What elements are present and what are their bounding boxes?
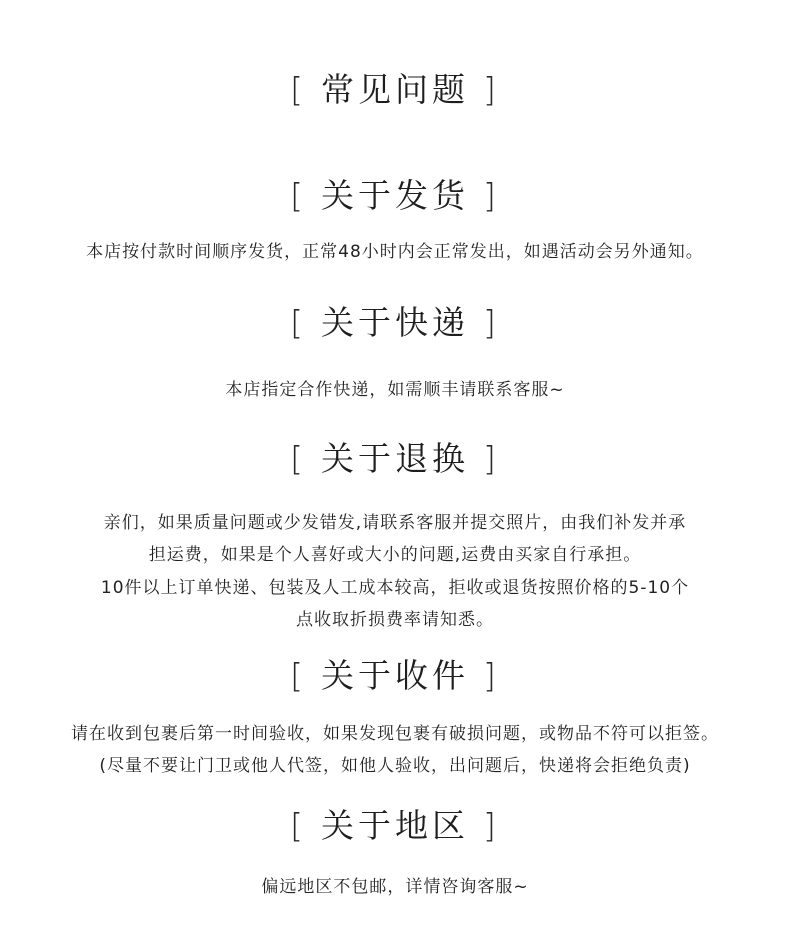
bracket-close: ] xyxy=(483,439,500,478)
section-heading-returns xyxy=(0,439,790,479)
receiving-text-line: (尽量不要让门卫或他人代签，如他人验收，出问题后，快递将会拒绝负责) xyxy=(99,756,691,776)
bracket-open: [ xyxy=(290,176,307,215)
section-heading-text: 关于地区 xyxy=(321,806,469,845)
returns-text-line: 点收取折损费率请知悉。 xyxy=(296,610,494,630)
returns-text-line: 10件以上订单快递、包装及人工成本较高，拒收或退货按照价格的5-10个 xyxy=(100,578,690,598)
bracket-close: ] xyxy=(483,70,500,109)
section-heading-courier xyxy=(0,303,790,343)
bracket-open: [ xyxy=(290,656,307,695)
section-heading-region xyxy=(0,806,790,846)
bracket-open: [ xyxy=(290,303,307,342)
page-title xyxy=(0,70,790,110)
section-heading-text: 关于退换 xyxy=(321,439,469,478)
section-heading-text: 关于快递 xyxy=(321,303,469,342)
returns-text-line: 亲们，如果质量问题或少发错发,请联系客服并提交照片，由我们补发并承 xyxy=(103,513,687,533)
bracket-close: ] xyxy=(483,656,500,695)
bracket-close: ] xyxy=(483,176,500,215)
section-heading-text: 关于收件 xyxy=(321,656,469,695)
courier-text-line: 本店指定合作快递，如需顺丰请联系客服~ xyxy=(225,380,565,400)
region-text-line: 偏远地区不包邮，详情咨询客服~ xyxy=(261,877,529,897)
page-title-text: 常见问题 xyxy=(321,70,469,109)
bracket-open: [ xyxy=(290,439,307,478)
bracket-open: [ xyxy=(290,70,307,109)
section-heading-text: 关于发货 xyxy=(321,176,469,215)
section-heading-receiving xyxy=(0,656,790,696)
bracket-close: ] xyxy=(483,806,500,845)
section-heading-shipping xyxy=(0,176,790,216)
bracket-open: [ xyxy=(290,806,307,845)
shipping-text-line: 本店按付款时间顺序发货，正常48小时内会正常发出，如遇活动会另外通知。 xyxy=(86,242,704,262)
receiving-text-line: 请在收到包裹后第一时间验收，如果发现包裹有破损问题，或物品不符可以拒签。 xyxy=(71,724,719,744)
bracket-close: ] xyxy=(483,303,500,342)
returns-text-line: 担运费，如果是个人喜好或大小的问题,运费由买家自行承担。 xyxy=(148,545,642,565)
